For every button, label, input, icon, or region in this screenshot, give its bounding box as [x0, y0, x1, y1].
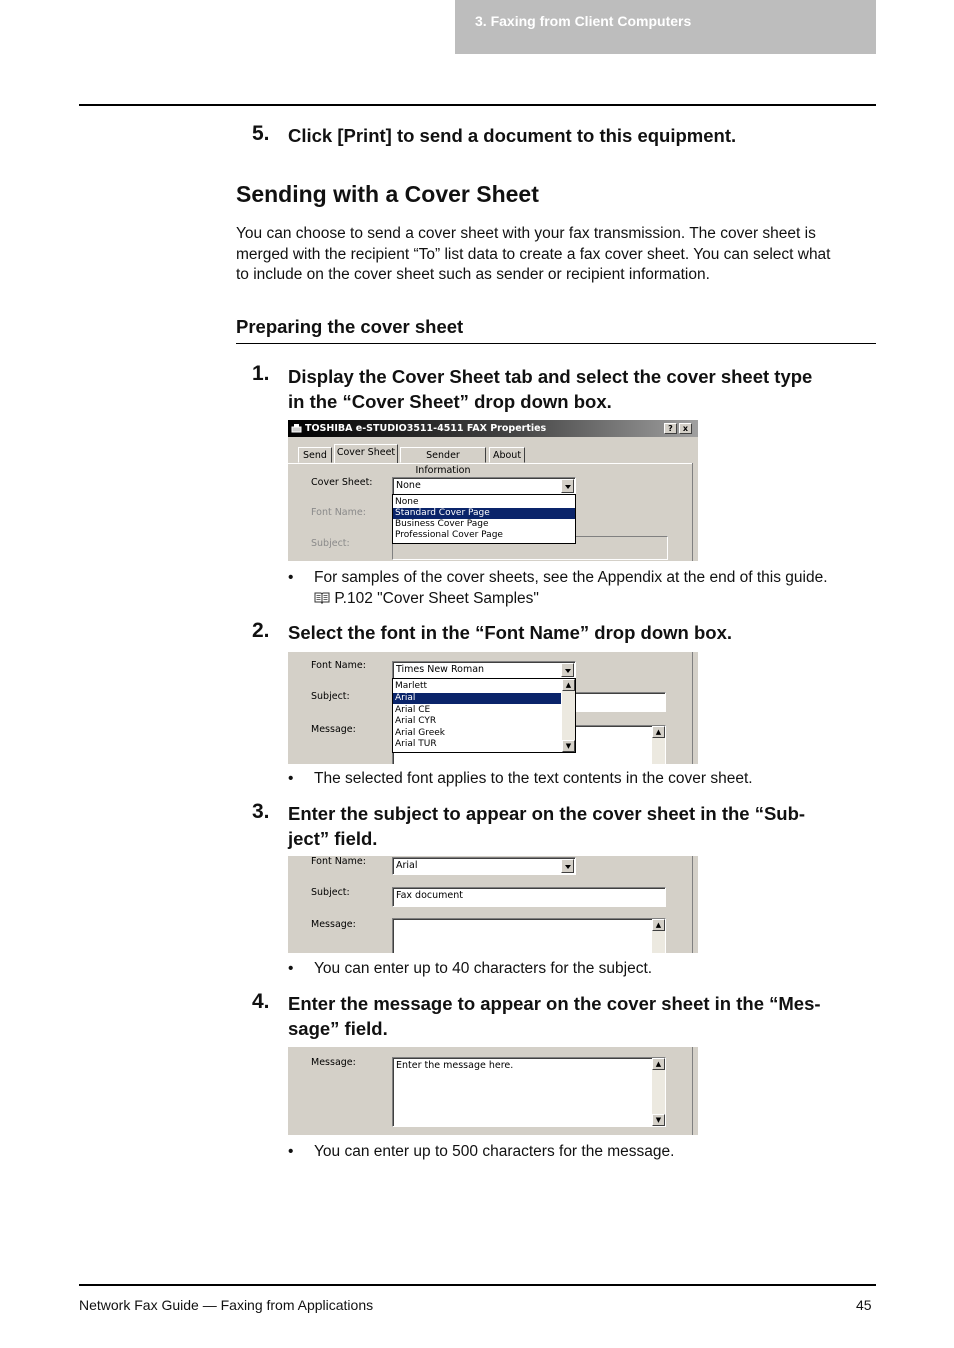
message-label: Message:: [311, 1057, 356, 1068]
chevron-down-icon[interactable]: [561, 663, 574, 677]
book-icon: [314, 591, 330, 604]
font-dropdown-list[interactable]: [392, 678, 576, 753]
tab-cover-sheet[interactable]: Cover Sheet: [334, 444, 398, 464]
scroll-up-icon[interactable]: ▲: [562, 679, 575, 691]
close-button[interactable]: x: [679, 423, 692, 434]
font-name-label: Font Name:: [311, 660, 366, 671]
tab-sender-information[interactable]: Sender Information: [400, 447, 486, 463]
footer-rule: [79, 1284, 876, 1286]
font-name-value: Arial: [396, 860, 418, 871]
dropdown-option[interactable]: Arial CE: [395, 705, 431, 715]
message-scrollbar[interactable]: [652, 1058, 665, 1126]
message-value: Enter the message here.: [396, 1060, 514, 1071]
step-5-number: 5.: [252, 122, 270, 145]
scroll-down-icon[interactable]: ▼: [562, 740, 575, 752]
tab-panel-edge: [288, 463, 692, 464]
page-number: 45: [856, 1297, 872, 1313]
subsection-title: Preparing the cover sheet: [236, 316, 464, 337]
step-2-text: Select the font in the “Font Name” drop down box.: [288, 622, 732, 643]
chevron-down-icon[interactable]: [561, 479, 574, 493]
step-1-line: in the “Cover Sheet” drop down box.: [288, 391, 612, 412]
cover-sheet-dialog-screenshot: [288, 420, 698, 561]
step-4-text: [288, 991, 821, 1041]
scroll-up-icon[interactable]: ▲: [652, 726, 665, 738]
dialog-title: TOSHIBA e-STUDIO3511-4511 FAX Properties: [305, 423, 547, 434]
message-screenshot: [288, 1047, 698, 1135]
step-2-note: [288, 768, 878, 789]
subject-label: Subject:: [311, 691, 350, 702]
chevron-down-icon[interactable]: [561, 859, 574, 873]
cover-sheet-value: None: [396, 480, 421, 491]
font-name-select[interactable]: [392, 857, 576, 875]
reference-link[interactable]: P.102 "Cover Sheet Samples": [334, 590, 539, 607]
step-3-text: [288, 801, 805, 851]
dialog-titlebar: [288, 420, 698, 437]
bullet-dot: •: [288, 770, 294, 787]
dropdown-option-selected[interactable]: Arial: [393, 693, 561, 704]
dropdown-option[interactable]: Business Cover Page: [395, 519, 489, 529]
tab-panel-edge: [692, 463, 693, 561]
bullet-dot: •: [288, 960, 294, 977]
step-2-number: 2.: [252, 619, 270, 642]
dropdown-option[interactable]: Arial Greek: [395, 728, 445, 738]
message-scrollbar[interactable]: [652, 919, 665, 953]
subject-field[interactable]: [392, 887, 666, 907]
scroll-down-icon[interactable]: ▼: [652, 1114, 665, 1126]
step-1-text: [288, 364, 812, 414]
font-name-value: Times New Roman: [396, 664, 485, 675]
step-3-number: 3.: [252, 800, 270, 823]
dropdown-scrollbar[interactable]: [562, 679, 575, 752]
message-label: Message:: [311, 919, 356, 930]
tab-send[interactable]: Send: [298, 447, 332, 463]
step-1-number: 1.: [252, 362, 270, 385]
dropdown-option[interactable]: Marlett: [395, 681, 428, 691]
step-1-note-text: For samples of the cover sheets, see the Appendix at the end of this guide.: [314, 569, 828, 586]
intro-line: to include on the cover sheet such as sender or recipient information.: [236, 266, 710, 283]
font-name-screenshot: [288, 652, 698, 764]
font-name-select[interactable]: [392, 661, 576, 679]
cover-sheet-select[interactable]: [392, 477, 576, 495]
section-intro: [236, 224, 886, 286]
scroll-up-icon[interactable]: ▲: [652, 919, 665, 931]
dropdown-option[interactable]: Professional Cover Page: [395, 530, 503, 540]
intro-line: You can choose to send a cover sheet with your fax transmission. The cover sheet is: [236, 225, 816, 242]
cover-sheet-dropdown-list[interactable]: [392, 494, 576, 544]
step-5-text: Click [Print] to send a document to this equipment.: [288, 125, 737, 146]
section-title: Sending with a Cover Sheet: [236, 181, 539, 207]
dropdown-option-selected[interactable]: Standard Cover Page: [393, 508, 575, 519]
header-rule: [79, 104, 876, 106]
footer-title: Network Fax Guide — Faxing from Applications: [79, 1297, 374, 1313]
step-1-reference[interactable]: [314, 588, 539, 609]
step-4-number: 4.: [252, 990, 270, 1013]
step-4-line: sage” field.: [288, 1018, 388, 1039]
subject-label: Subject:: [311, 887, 350, 898]
intro-line: merged with the recipient “To” list data to create a fax cover sheet. You can select what: [236, 245, 831, 263]
step-2-note-text: The selected font applies to the text contents in the cover sheet.: [314, 770, 753, 787]
bullet-dot: •: [288, 569, 294, 586]
help-button[interactable]: ?: [664, 423, 677, 434]
message-field[interactable]: [392, 918, 666, 953]
subject-label: Subject:: [311, 538, 350, 549]
message-field[interactable]: [392, 1057, 666, 1127]
step-3-line: ject” field.: [288, 828, 378, 849]
message-scrollbar[interactable]: [652, 726, 665, 764]
step-3-note-text: You can enter up to 40 characters for the subject.: [314, 960, 653, 977]
printer-icon: [291, 423, 302, 434]
dropdown-option[interactable]: Arial TUR: [395, 739, 437, 749]
panel-edge: [692, 856, 693, 953]
dropdown-option[interactable]: None: [395, 497, 419, 507]
subsection-rule: [236, 343, 876, 344]
step-3-note: [288, 958, 878, 979]
step-1-line: Display the Cover Sheet tab and select the cover sheet type: [288, 366, 813, 387]
step-4-note-text: You can enter up to 500 characters for the message.: [314, 1143, 675, 1160]
scroll-up-icon[interactable]: ▲: [652, 1058, 665, 1070]
message-label: Message:: [311, 724, 356, 735]
tab-about[interactable]: About: [489, 447, 525, 463]
chapter-header-tab: [455, 0, 876, 54]
step-4-line: Enter the message to appear on the cover sheet in the “Mes-: [288, 993, 821, 1014]
dropdown-option[interactable]: Arial CYR: [395, 716, 437, 726]
panel-edge: [692, 1047, 693, 1135]
step-1-note: [288, 567, 878, 609]
subject-value: Fax document: [396, 890, 463, 901]
subject-screenshot: [288, 856, 698, 953]
font-name-label: Font Name:: [311, 507, 366, 518]
chapter-header-title: 3. Faxing from Client Computers: [475, 13, 692, 29]
panel-edge: [692, 652, 693, 764]
step-4-note: [288, 1141, 878, 1162]
cover-sheet-label: Cover Sheet:: [311, 477, 373, 488]
bullet-dot: •: [288, 1143, 294, 1160]
step-3-line: Enter the subject to appear on the cover sheet in the “Sub-: [288, 803, 806, 824]
font-name-label: Font Name:: [311, 856, 366, 867]
